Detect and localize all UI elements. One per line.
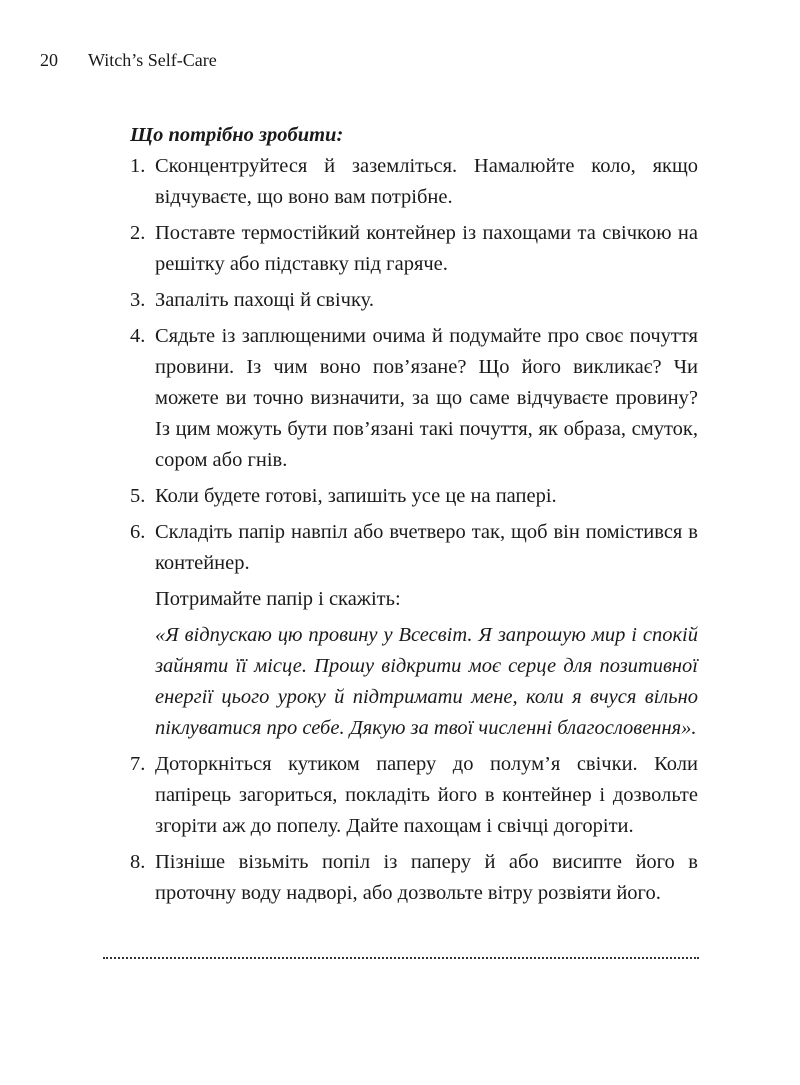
list-item xyxy=(130,151,698,213)
list-item xyxy=(130,749,698,842)
list-item xyxy=(130,847,698,909)
step-text: Пізніше візьміть попіл із паперу й або висипте його в проточну воду надворі, або дозвольте вітру розвіяти його. xyxy=(155,851,698,904)
steps-list xyxy=(130,151,698,909)
list-item xyxy=(130,218,698,280)
incantation-quote: «Я відпускаю цю провину у Всесвіт. Я запрошую мир і спокій зайняти її місце. Прошу відкрити моє серце для позитивної енергії цього уроку й підтримати мене, коли я вчуся вільно піклуватися про себе. Дякую за твої численні благословення». xyxy=(155,624,698,739)
step-text: Коли будете готові, запишіть усе це на папері. xyxy=(155,485,557,507)
step-text: Поставте термостійкий контейнер із пахощами та свічкою на решітку або підставку під гаряче. xyxy=(155,222,698,275)
list-item xyxy=(130,321,698,476)
step-number: 3. xyxy=(130,289,146,311)
step-text: Доторкніться кутиком паперу до полум’я свічки. Коли папірець загориться, покладіть його в контейнер і дозвольте згоріти аж до попелу. Дайте пахощам і свічці догоріти. xyxy=(155,753,698,837)
list-item xyxy=(130,285,698,316)
step-text: Запаліть пахощі й свічку. xyxy=(155,289,374,311)
step-subparagraph: Потримайте папір і скажіть: xyxy=(155,588,401,610)
list-item xyxy=(130,517,698,744)
step-number: 2. xyxy=(130,222,146,244)
step-number: 5. xyxy=(130,485,146,507)
step-number: 6. xyxy=(130,521,146,543)
step-number: 1. xyxy=(130,155,146,177)
step-text: Складіть папір навпіл або вчетверо так, щоб він помістився в контейнер. xyxy=(155,521,698,574)
dotted-divider xyxy=(103,957,699,959)
step-text: Сконцентруйтеся й заземліться. Намалюйте коло, якщо відчуваєте, що воно вам потрібне. xyxy=(155,155,698,208)
step-number: 8. xyxy=(130,851,146,873)
step-number: 7. xyxy=(130,753,146,775)
step-number: 4. xyxy=(130,325,146,347)
book-title: Witch’s Self-Care xyxy=(88,50,217,70)
page-number: 20 xyxy=(40,50,58,70)
section-title: Що потрібно зробити: xyxy=(130,124,344,146)
page-content xyxy=(130,120,698,914)
list-item xyxy=(130,481,698,512)
step-text: Сядьте із заплющеними очима й подумайте про своє почуття провини. Із чим воно пов’язане? Що його викликає? Чи можете ви точно визначити, за що саме відчуваєте провину? Із цим можуть бути пов’язані такі почуття, як образа, смуток, сором або гнів. xyxy=(155,325,698,471)
running-header xyxy=(40,50,217,71)
